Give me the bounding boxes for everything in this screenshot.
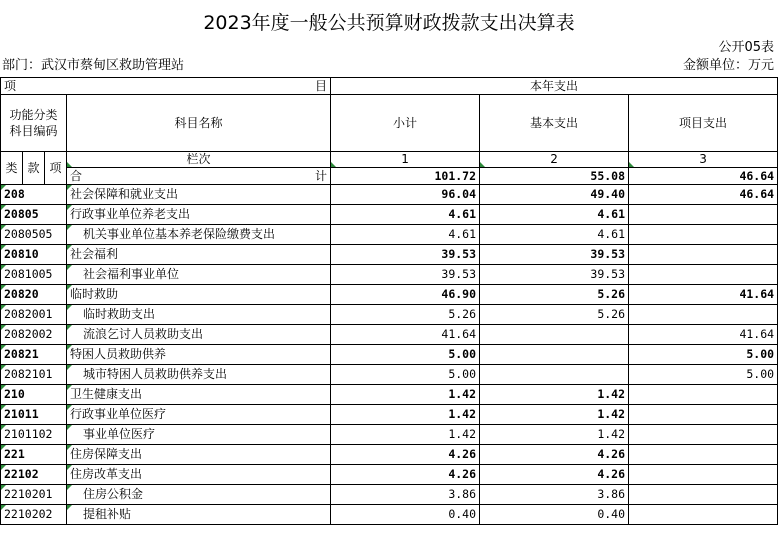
row-code: 20820 [1, 285, 67, 305]
table-row [1, 485, 778, 505]
total-row [1, 168, 778, 185]
header-col1: 1 [331, 152, 480, 168]
amount-unit: 金额单位：万元 [682, 58, 774, 73]
row-basic: 0.40 [480, 505, 629, 525]
header-func-code-line1: 功能分类 [9, 108, 58, 122]
row-subtotal: 1.42 [331, 425, 480, 445]
row-subtotal: 3.86 [331, 485, 480, 505]
header-col2: 2 [480, 152, 629, 168]
row-subject-name: 提租补贴 [67, 505, 331, 525]
row-project [629, 305, 778, 325]
row-project: 41.64 [629, 325, 778, 345]
row-subject-name: 社会福利事业单位 [67, 265, 331, 285]
total-label-left: 合 [70, 169, 83, 183]
row-subject-name: 住房保障支出 [67, 445, 331, 465]
row-subtotal: 0.40 [331, 505, 480, 525]
row-basic: 3.86 [480, 485, 629, 505]
row-subtotal: 46.90 [331, 285, 480, 305]
table-row [1, 465, 778, 485]
row-code: 2081005 [1, 265, 67, 285]
table-row [1, 345, 778, 365]
row-project [629, 225, 778, 245]
header-subtotal: 小计 [331, 95, 480, 152]
table-row [1, 325, 778, 345]
form-number: 公开05表 [718, 40, 774, 55]
row-project [629, 405, 778, 425]
total-project: 46.64 [629, 168, 778, 185]
header-item-left: 项 [4, 79, 17, 93]
row-code: 2082101 [1, 365, 67, 385]
table-row [1, 245, 778, 265]
row-basic: 1.42 [480, 385, 629, 405]
header-subject-name: 科目名称 [67, 95, 331, 152]
total-label-right: 计 [315, 169, 328, 183]
row-subject-name: 特困人员救助供养 [67, 345, 331, 365]
row-subtotal: 1.42 [331, 405, 480, 425]
row-subject-name: 流浪乞讨人员救助支出 [67, 325, 331, 345]
row-subtotal: 5.26 [331, 305, 480, 325]
header-col3: 3 [629, 152, 778, 168]
row-code: 20821 [1, 345, 67, 365]
row-subtotal: 1.42 [331, 385, 480, 405]
row-subtotal: 96.04 [331, 185, 480, 205]
row-project [629, 265, 778, 285]
header-func-code-line2: 科目编码 [9, 124, 58, 138]
row-basic: 5.26 [480, 305, 629, 325]
row-subject-name: 住房改革支出 [67, 465, 331, 485]
row-basic: 4.61 [480, 205, 629, 225]
row-project [629, 385, 778, 405]
table-row [1, 185, 778, 205]
header-item-cell [1, 78, 331, 95]
header-item-right: 目 [315, 79, 328, 93]
row-code: 2101102 [1, 425, 67, 445]
row-project [629, 505, 778, 525]
report-title: 2023年度一般公共预算财政拨款支出决算表 [203, 12, 575, 34]
table-row [1, 265, 778, 285]
row-code: 2080505 [1, 225, 67, 245]
row-project: 5.00 [629, 365, 778, 385]
table-row [1, 405, 778, 425]
row-subject-name: 临时救助 [67, 285, 331, 305]
row-basic [480, 325, 629, 345]
row-subject-name: 行政事业单位养老支出 [67, 205, 331, 225]
row-code: 2082001 [1, 305, 67, 325]
row-subject-name: 行政事业单位医疗 [67, 405, 331, 425]
row-code: 22102 [1, 465, 67, 485]
row-basic: 39.53 [480, 265, 629, 285]
row-project: 46.64 [629, 185, 778, 205]
row-code: 210 [1, 385, 67, 405]
header-row-label: 栏次 [67, 152, 331, 168]
header-project: 项目支出 [629, 95, 778, 152]
row-basic [480, 365, 629, 385]
table-row [1, 285, 778, 305]
form-number-line [0, 40, 778, 56]
row-code: 20810 [1, 245, 67, 265]
header-basic: 基本支出 [480, 95, 629, 152]
row-subtotal: 41.64 [331, 325, 480, 345]
row-basic: 4.26 [480, 465, 629, 485]
row-project: 5.00 [629, 345, 778, 365]
header-kuan: 款 [23, 152, 45, 185]
department-line [0, 58, 778, 74]
header-row-1 [1, 78, 778, 95]
header-current-year: 本年支出 [331, 78, 778, 95]
department-name: 部门：武汉市蔡甸区救助管理站 [2, 58, 185, 73]
row-project: 41.64 [629, 285, 778, 305]
row-basic [480, 345, 629, 365]
row-subject-name: 机关事业单位基本养老保险缴费支出 [67, 225, 331, 245]
row-subject-name: 社会保障和就业支出 [67, 185, 331, 205]
row-subtotal: 4.26 [331, 445, 480, 465]
row-code: 20805 [1, 205, 67, 225]
table-row [1, 425, 778, 445]
header-row-3 [1, 152, 778, 168]
row-code: 208 [1, 185, 67, 205]
expenditure-table [0, 77, 778, 525]
table-row [1, 305, 778, 325]
row-code: 2210202 [1, 505, 67, 525]
total-subtotal: 101.72 [331, 168, 480, 185]
row-subtotal: 4.61 [331, 205, 480, 225]
row-subject-name: 卫生健康支出 [67, 385, 331, 405]
row-basic: 1.42 [480, 405, 629, 425]
row-code: 221 [1, 445, 67, 465]
row-basic: 4.61 [480, 225, 629, 245]
row-project [629, 425, 778, 445]
row-project [629, 465, 778, 485]
row-subtotal: 39.53 [331, 265, 480, 285]
row-project [629, 245, 778, 265]
row-code: 2210201 [1, 485, 67, 505]
row-subtotal: 5.00 [331, 345, 480, 365]
total-basic: 55.08 [480, 168, 629, 185]
row-basic: 49.40 [480, 185, 629, 205]
table-row [1, 385, 778, 405]
row-subject-name: 城市特困人员救助供养支出 [67, 365, 331, 385]
row-subtotal: 4.61 [331, 225, 480, 245]
table-row [1, 445, 778, 465]
row-basic: 4.26 [480, 445, 629, 465]
header-func-code [1, 95, 67, 152]
row-basic: 5.26 [480, 285, 629, 305]
row-subtotal: 5.00 [331, 365, 480, 385]
row-subject-name: 临时救助支出 [67, 305, 331, 325]
table-row [1, 225, 778, 245]
row-subject-name: 事业单位医疗 [67, 425, 331, 445]
header-lei: 类 [1, 152, 23, 185]
row-basic: 1.42 [480, 425, 629, 445]
table-row [1, 205, 778, 225]
table-row [1, 365, 778, 385]
row-basic: 39.53 [480, 245, 629, 265]
table-row [1, 505, 778, 525]
total-label [67, 168, 331, 185]
row-subtotal: 4.26 [331, 465, 480, 485]
row-project [629, 485, 778, 505]
row-subject-name: 住房公积金 [67, 485, 331, 505]
row-project [629, 445, 778, 465]
header-row-2 [1, 95, 778, 152]
row-code: 21011 [1, 405, 67, 425]
row-subject-name: 社会福利 [67, 245, 331, 265]
row-project [629, 205, 778, 225]
row-code: 2082002 [1, 325, 67, 345]
header-xiang: 项 [45, 152, 67, 185]
row-subtotal: 39.53 [331, 245, 480, 265]
